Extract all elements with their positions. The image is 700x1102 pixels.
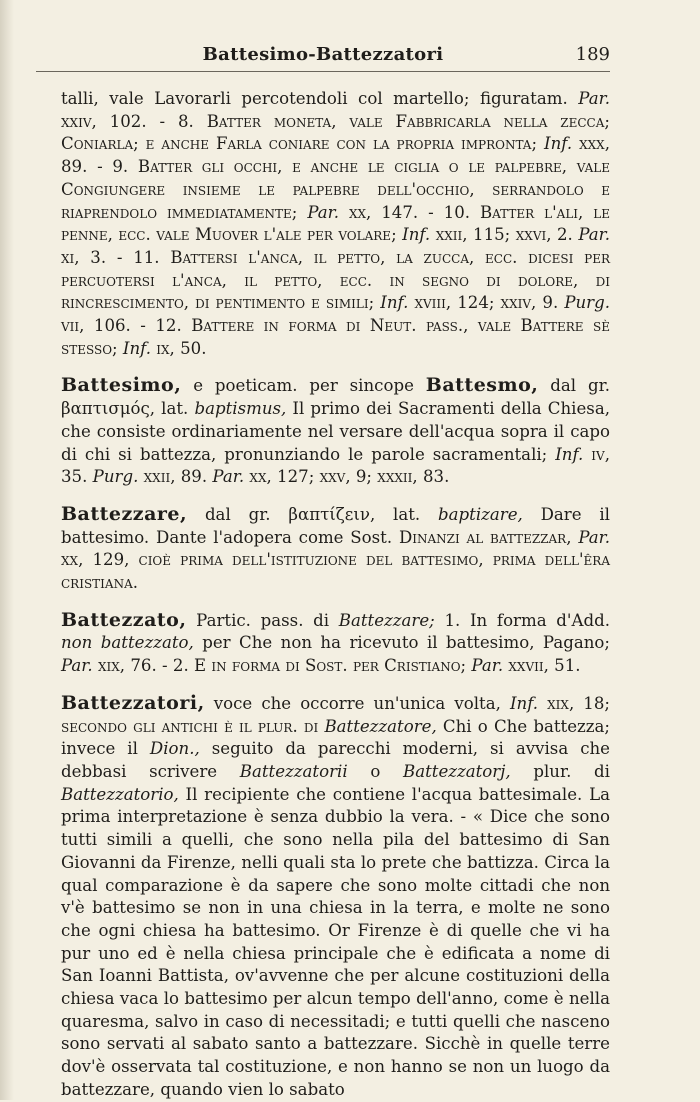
work-reference: Inf. bbox=[509, 693, 539, 713]
cross-reference: Battezzare; bbox=[338, 610, 435, 630]
citation: ix, 50. bbox=[151, 338, 207, 358]
header-rule bbox=[36, 71, 610, 72]
entry-battezzatori bbox=[61, 692, 610, 1102]
entry-battezzare bbox=[61, 503, 610, 595]
headword: Battesimo, bbox=[61, 374, 182, 397]
text-run: seguito da parecchi moderni, si avvisa che debbasi scrivere bbox=[61, 739, 611, 781]
work-reference: Inf. bbox=[122, 338, 151, 358]
citation: xi, 3. - 11. Battersi l'anca, il petto, la zucca, ecc. dicesi per percuotersi l'anca, il petto, ecc. in segno di dolore, di rincrescimento, di pentimento e simili; bbox=[61, 247, 610, 313]
entry-battesimo bbox=[61, 374, 610, 489]
citation: xix, 76. - 2. E in forma di Sost. per Cristiano; bbox=[92, 656, 472, 676]
headword-variant: Battesmo, bbox=[425, 374, 539, 397]
text-run: o bbox=[347, 761, 404, 781]
work-reference: Inf. bbox=[555, 444, 584, 464]
work-reference: Inf. bbox=[380, 293, 409, 313]
headword: Battezzatori, bbox=[61, 691, 205, 714]
quoted-phrase: Dinanzi al battezzar, bbox=[398, 527, 572, 547]
text-run: per Che non ha ricevuto il battesimo, Pagano; bbox=[193, 633, 611, 653]
work-reference: Inf. bbox=[402, 225, 431, 245]
citation: xxvii, 51. bbox=[503, 656, 581, 676]
text-run: Dare il battesimo. Dante l'adopera come Sost. bbox=[61, 504, 610, 547]
work-reference: Purg. bbox=[92, 467, 139, 487]
text-run: dal gr. βαπτισμός, lat. bbox=[61, 376, 610, 419]
citation: iv, 35. bbox=[61, 444, 610, 487]
work-reference: Par. bbox=[307, 202, 340, 222]
work-reference: Par. bbox=[61, 656, 93, 676]
text-run: Il primo dei Sacramenti della Chiesa, che consiste ordinariamente nel versare dell'acqua sopra il capo di chi si battezza, pronunziando le parole sacramentali; bbox=[61, 399, 610, 464]
work-reference: Inf. bbox=[544, 134, 573, 154]
citation: xxiv, 102. - 8. Batter moneta, vale Fabbricarla nella zecca; Coniarla; e anche Farla coniare con la propria impronta; bbox=[61, 111, 610, 154]
text-run: e poeticam. per sincope bbox=[181, 376, 426, 396]
example-phrase: non battezzato, bbox=[61, 633, 194, 653]
entry-battezzato bbox=[61, 609, 610, 678]
variant-form: Battezzatorj, bbox=[403, 761, 511, 781]
page-header bbox=[36, 40, 610, 72]
text-run: voce che occorre un'unica volta, bbox=[204, 693, 510, 713]
source-reference: Dion., bbox=[149, 739, 200, 759]
headword: Battezzato, bbox=[61, 608, 187, 631]
latin-etymon: baptismus, bbox=[194, 399, 287, 419]
text-run: 1. In forma d'Add. bbox=[434, 610, 610, 630]
citation: xx, 147. - 10. Batter l'ali, le penne, ecc. vale Muover l'ale per volare; bbox=[61, 202, 610, 245]
cross-reference: Battezzatore, bbox=[324, 716, 437, 736]
citation: xviii, 124; xxiv, 9. bbox=[408, 293, 565, 313]
text-run: Il recipiente che contiene l'acqua battesimale. La prima interpretazione è senza dubbio la vera. - « Dice che sono tutti simili a quelli, che sono nella pila del battesimo di San Giovanni da Firenze, nelli quali sta lo prete che battizza. Circa la qual comparazione è da sapere che sono molte cittadi che non v'è battesimo se non in una chiesa in la terra, e molte ne sono che ogni chiesa ha battesimo. Or Firenze è di quelle che vi ha pur uno ed è nella chiesa principale che è edificata a nome di San Ioanni Battista, ov'avvenne che per alcune costituzioni della chiesa vaca lo battesimo per alcun tempo dell'anno, come è nella quaresma, salvo in caso di necessitadi; e tutti quelli che nasceno sono servati al sabato santo a battezzare. Sicchè in quelle terre dov'è osservata tal costituzione, e non hanno se non un luogo da battezzare, quando vien lo sabato bbox=[61, 784, 610, 1099]
citation: xxii, 115; xxvi, 2. bbox=[430, 225, 579, 245]
citation: xxii, 89. bbox=[138, 467, 213, 487]
work-reference: Par. bbox=[212, 467, 245, 487]
text-run: Chi o Che battezza; invece il bbox=[61, 716, 610, 759]
text-run: talli, vale Lavorarli percotendoli col martello; figuratam. bbox=[61, 89, 579, 108]
headword: Battezzare, bbox=[61, 502, 188, 525]
work-reference: Par. bbox=[578, 225, 611, 245]
work-reference: Par. bbox=[578, 527, 611, 547]
text-run: Partic. pass. di bbox=[186, 610, 339, 630]
work-reference: Par. bbox=[578, 89, 610, 108]
variant-form: Battezzatorii bbox=[239, 761, 348, 781]
text-run: plur. di bbox=[510, 761, 610, 781]
text-run: dal gr. βαπτίζειν, lat. bbox=[187, 504, 439, 524]
continuation-paragraph bbox=[61, 88, 610, 360]
citation: xix, 18; secondo gli antichi è il plur. di bbox=[61, 693, 610, 736]
page-number: 189 bbox=[575, 44, 610, 65]
work-reference: Purg. bbox=[564, 293, 610, 313]
citation: xxx, 89. - 9. Batter gli occhi, e anche le ciglia o le palpebre, vale Congiungere insieme le palpebre dell'occhio, serrandolo e riaprendolo immediatamente; bbox=[61, 134, 610, 222]
text-column bbox=[61, 88, 610, 1102]
running-head: Battesimo-Battezzatori bbox=[202, 44, 444, 65]
citation: xx, 129, cioè prima dell'istituzione del battesimo, prima dell'êra cristiana. bbox=[61, 550, 610, 593]
page-gutter-shadow bbox=[0, 0, 14, 1100]
work-reference: Par. bbox=[471, 656, 504, 676]
citation: xx, 127; xxv, 9; xxxii, 83. bbox=[244, 467, 450, 487]
variant-form: Battezzatorio, bbox=[61, 784, 179, 804]
citation: vii, 106. - 12. Battere in forma di Neut. pass., vale Battere sè stesso; bbox=[61, 316, 610, 358]
latin-etymon: baptizare, bbox=[438, 504, 523, 524]
